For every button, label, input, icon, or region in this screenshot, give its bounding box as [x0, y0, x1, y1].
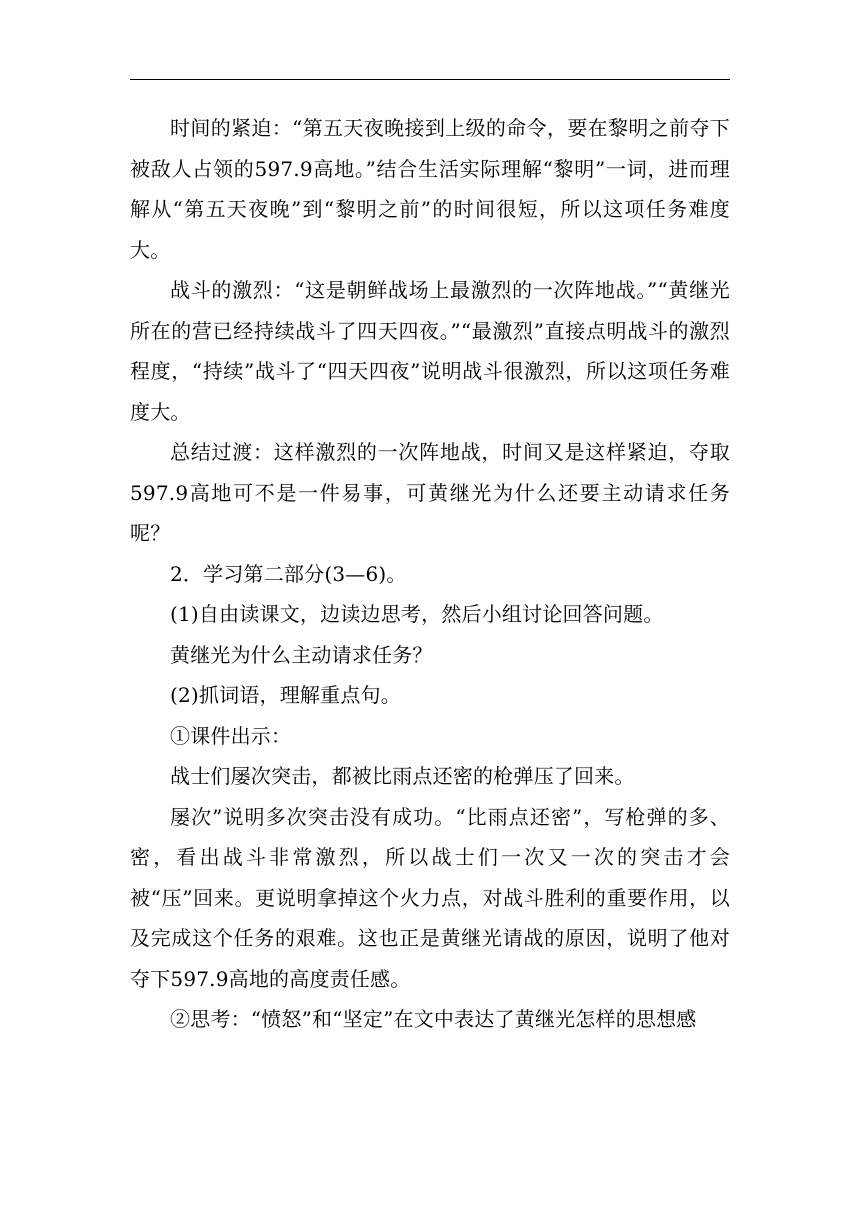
courseware-display-label: ①课件出示：	[170, 723, 292, 748]
paragraph-analysis-repeated-assault: 屡次”说明多次突击没有成功。“比雨点还密”，写枪弹的多、密，看出战斗非常激烈，所以战士们一次又一次的突击才会被“压”回来。更说明拿掉这个火力点，对战斗胜利的重要作用，以及完成这个任务的艰难。这也正是黄继光请战的原因，说明了他对夺下597.9高地的高度责任感。	[130, 804, 730, 991]
paragraph-battle-intensity: 战斗的激烈：“这是朝鲜战场上最激烈的一次阵地战。”“黄继光所在的营已经持续战斗了四天四夜。”“最激烈”直接点明战斗的激烈程度，“持续”战斗了“四天四夜”说明战斗很激烈，所以这项任务难度大。	[130, 278, 730, 424]
document-body	[130, 108, 730, 1040]
paragraph-thinking-question: ②思考：“愤怒”和“坚定”在文中表达了黄继光怎样的思想感	[170, 1007, 697, 1031]
step-key-sentences: (2)抓词语，理解重点句。	[170, 683, 401, 707]
question-why-request-task: 黄继光为什么主动请求任务？	[170, 642, 433, 667]
paragraph-time-urgency: 时间的紧迫：“第五天夜晚接到上级的命令，要在黎明之前夺下被敌人占领的597.9高地。”结合生活实际理解“黎明”一词，进而理解从“第五天夜晚”到“黎明之前”的时间很短，所以这项任务难度大。	[130, 116, 730, 262]
paragraph-summary-transition: 总结过渡：这样激烈的一次阵地战，时间又是这样紧迫，夺取597.9高地可不是一件易事，可黄继光为什么还要主动请求任务呢？	[130, 440, 730, 545]
step-free-reading: (1)自由读课文，边读边思考，然后小组讨论回答问题。	[170, 602, 664, 626]
header-rule	[130, 79, 730, 80]
section-heading-part-two: 2．学习第二部分(3—6)。	[170, 561, 407, 586]
quoted-key-sentence: 战士们屡次突击，都被比雨点还密的枪弹压了回来。	[170, 764, 635, 788]
